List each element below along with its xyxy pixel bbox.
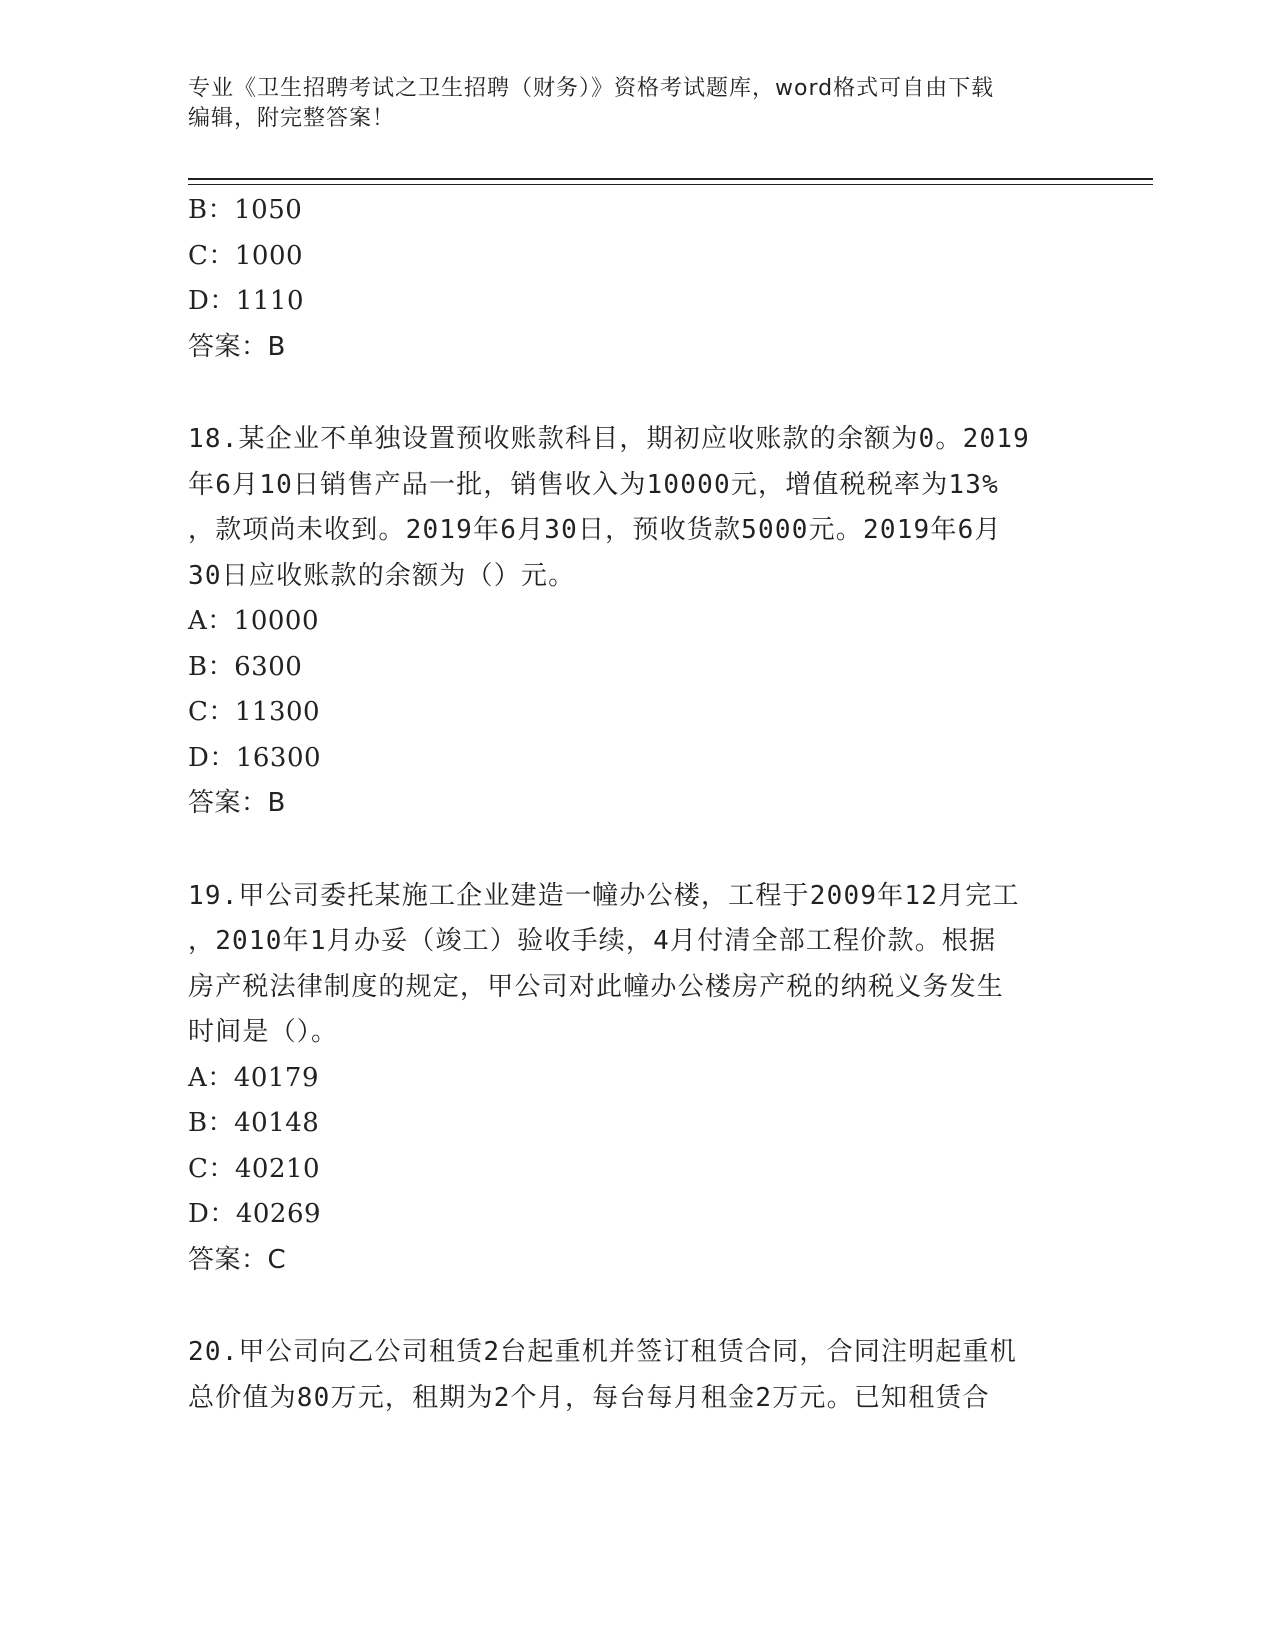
option-d: D：1110 (188, 286, 305, 316)
header-divider-thick (188, 178, 1153, 180)
option-a: A：10000 (188, 606, 319, 636)
option-b: B：1050 (188, 195, 303, 225)
option-a: A：40179 (188, 1062, 319, 1093)
question-text-line: 房产税法律制度的规定，甲公司对此幢办公楼房产税的纳税义务发生 (188, 971, 1005, 1002)
header-line-2: 编辑，附完整答案！ (188, 106, 396, 131)
document-header (188, 74, 1068, 134)
question-text-line: 时间是（）。 (188, 1017, 339, 1047)
question-text-line: 30日应收账款的余额为（）元。 (188, 560, 576, 591)
option-d: D：40269 (188, 1199, 322, 1229)
question-text-line: 年6月10日销售产品一批，销售收入为10000元，增值税税率为13% (188, 469, 999, 500)
question-content (188, 188, 1088, 1421)
question-18 (188, 417, 1088, 827)
answer-line: 答案：B (188, 788, 286, 818)
option-b: B：40148 (188, 1108, 320, 1138)
question-19 (188, 874, 1088, 1284)
answer-line: 答案：C (188, 1244, 287, 1275)
option-d: D：16300 (188, 742, 322, 773)
answer-line: 答案：B (188, 331, 286, 362)
option-c: C：40210 (188, 1153, 321, 1184)
option-c: C：1000 (188, 240, 304, 271)
question-20 (188, 1330, 1088, 1421)
question-text-line: 20.甲公司向乙公司租赁2台起重机并签订租赁合同，合同注明起重机 (188, 1337, 1018, 1367)
option-b: B：6300 (188, 651, 303, 682)
question-text-line: ，款项尚未收到。2019年6月30日，预收货款5000元。2019年6月 (188, 515, 1002, 545)
header-line-1: 专业《卫生招聘考试之卫生招聘（财务）》资格考试题库，word格式可自由下载 (188, 76, 995, 101)
header-divider-thin (188, 184, 1153, 185)
question-text-line: 19.甲公司委托某施工企业建造一幢办公楼，工程于2009年12月完工 (188, 880, 1020, 911)
question-text-line: 总价值为80万元，租期为2个月，每台每月租金2万元。已知租赁合 (188, 1382, 990, 1413)
prev-question (188, 188, 1088, 370)
option-c: C：11300 (188, 697, 321, 727)
question-text-line: ，2010年1月办妥（竣工）验收手续，4月付清全部工程价款。根据 (188, 926, 997, 956)
question-text-line: 18.某企业不单独设置预收账款科目，期初应收账款的余额为0。2019 (188, 424, 1031, 454)
